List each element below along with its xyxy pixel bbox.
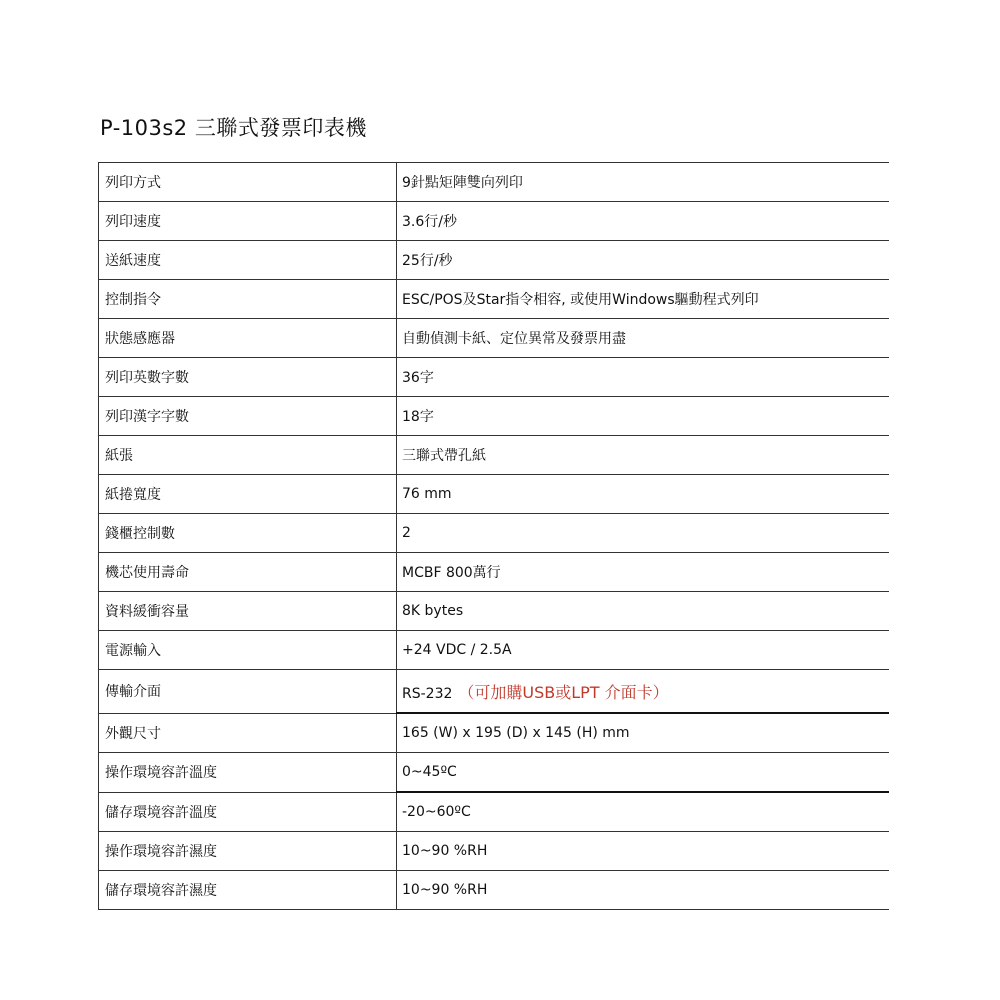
- table-row: [99, 436, 889, 475]
- table-row: [99, 553, 889, 592]
- spec-value: -20~60ºC: [397, 792, 889, 832]
- spec-label: 操作環境容許溫度: [99, 753, 397, 793]
- table-row: [99, 475, 889, 514]
- spec-value-cell: [397, 670, 889, 714]
- spec-label: 狀態感應器: [99, 319, 397, 358]
- table-row: [99, 753, 889, 793]
- table-row: [99, 358, 889, 397]
- spec-value: 165 (W) x 195 (D) x 145 (H) mm: [397, 713, 889, 753]
- table-row: [99, 713, 889, 753]
- table-row: [99, 792, 889, 832]
- spec-value: 3.6行/秒: [397, 202, 889, 241]
- spec-label: 傳輸介面: [99, 670, 397, 714]
- spec-label: 機芯使用壽命: [99, 553, 397, 592]
- spec-value: 三聯式帶孔紙: [397, 436, 889, 475]
- spec-value: 2: [397, 514, 889, 553]
- table-row: [99, 670, 889, 714]
- table-row: [99, 514, 889, 553]
- spec-value: RS-232: [402, 685, 453, 702]
- spec-label: 列印方式: [99, 163, 397, 202]
- spec-label: 儲存環境容許濕度: [99, 871, 397, 910]
- spec-label: 控制指令: [99, 280, 397, 319]
- spec-value: 9針點矩陣雙向列印: [397, 163, 889, 202]
- spec-value: 0~45ºC: [397, 753, 889, 793]
- spec-label: 儲存環境容許溫度: [99, 792, 397, 832]
- table-row: [99, 832, 889, 871]
- spec-label: 資料緩衝容量: [99, 592, 397, 631]
- spec-label: 列印速度: [99, 202, 397, 241]
- spec-value: MCBF 800萬行: [397, 553, 889, 592]
- spec-table: [98, 162, 889, 910]
- spec-label: 紙張: [99, 436, 397, 475]
- interface-upgrade-note: （可加購USB或LPT 介面卡）: [458, 682, 669, 702]
- spec-label: 紙捲寬度: [99, 475, 397, 514]
- spec-value: ESC/POS及Star指令相容, 或使用Windows驅動程式列印: [397, 280, 889, 319]
- table-row: [99, 319, 889, 358]
- spec-value: 18字: [397, 397, 889, 436]
- spec-label: 錢櫃控制數: [99, 514, 397, 553]
- spec-value: 25行/秒: [397, 241, 889, 280]
- table-row: [99, 241, 889, 280]
- table-row: [99, 397, 889, 436]
- table-row: [99, 631, 889, 670]
- spec-value: 36字: [397, 358, 889, 397]
- page-title: P-103s2 三聯式發票印表機: [100, 116, 367, 140]
- spec-label: 外觀尺寸: [99, 713, 397, 753]
- spec-value: 76 mm: [397, 475, 889, 514]
- spec-label: 列印漢字字數: [99, 397, 397, 436]
- table-row: [99, 202, 889, 241]
- spec-label: 送紙速度: [99, 241, 397, 280]
- table-row: [99, 592, 889, 631]
- table-row: [99, 280, 889, 319]
- spec-value: 8K bytes: [397, 592, 889, 631]
- spec-label: 列印英數字數: [99, 358, 397, 397]
- spec-value: 10~90 %RH: [397, 871, 889, 910]
- table-row: [99, 871, 889, 910]
- spec-label: 電源輸入: [99, 631, 397, 670]
- spec-value: 自動偵測卡紙、定位異常及發票用盡: [397, 319, 889, 358]
- spec-value: +24 VDC / 2.5A: [397, 631, 889, 670]
- table-row: [99, 163, 889, 202]
- spec-label: 操作環境容許濕度: [99, 832, 397, 871]
- spec-value: 10~90 %RH: [397, 832, 889, 871]
